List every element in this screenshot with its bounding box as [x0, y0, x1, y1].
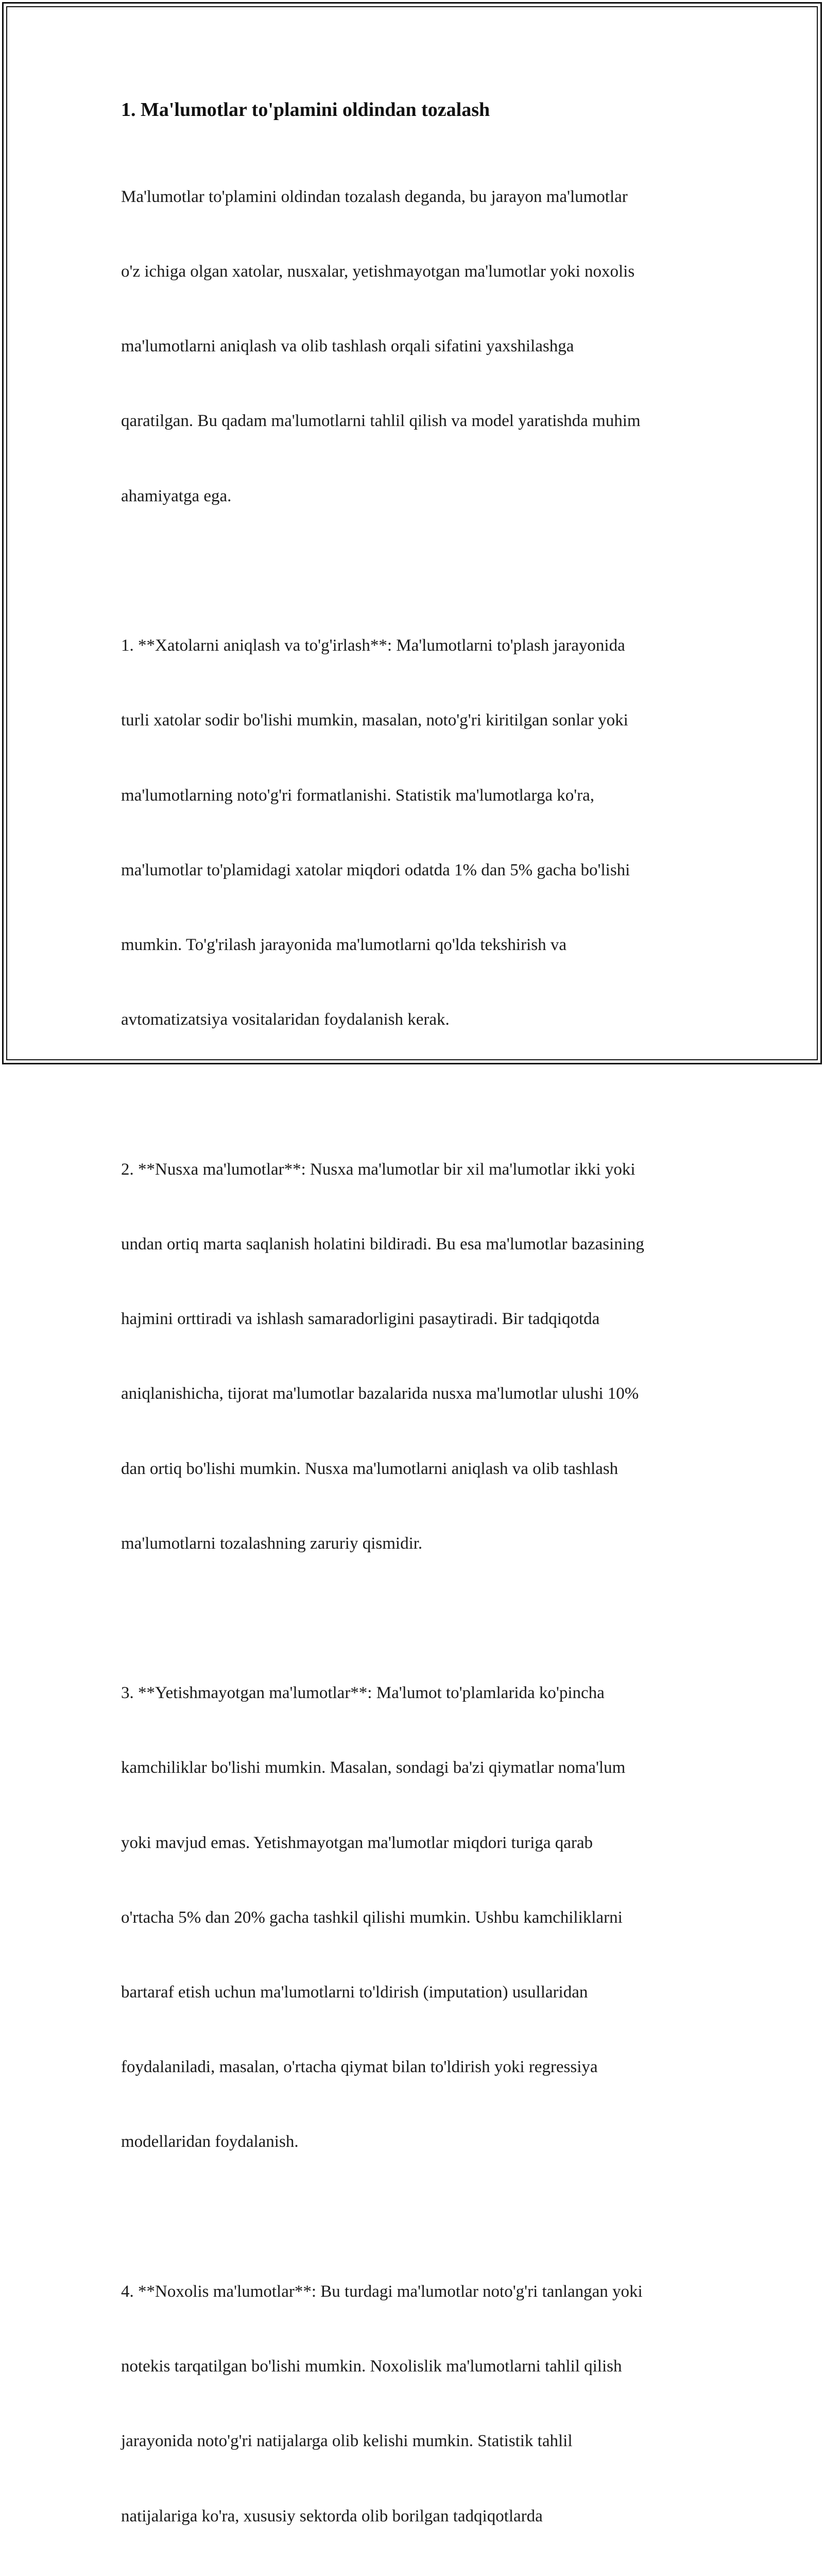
- document-body: [121, 95, 713, 2576]
- paragraph-line: Ma'lumotlar to'plamini oldindan tozalash deganda, bu jarayon ma'lumotlar: [121, 187, 628, 206]
- paragraph-line: 3. **Yetishmayotgan ma'lumotlar**: Ma'lumot to'plamlarida ko'pincha: [121, 1684, 605, 1703]
- missing-data-paragraph: [121, 1631, 713, 2204]
- paragraph-line: jarayonida noto'g'ri natijalarga olib kelishi mumkin. Statistik tahlil: [121, 2432, 573, 2451]
- paragraph-line: hajmini orttiradi va ishlash samaradorligini pasaytiradi. Bir tadqiqotda: [121, 1310, 600, 1329]
- paragraph-line: kamchiliklar bo'lishi mumkin. Masalan, sondagi ba'zi qiymatlar noma'lum: [121, 1758, 626, 1777]
- intro-paragraph: [121, 134, 713, 558]
- duplicates-paragraph: [121, 1107, 713, 1606]
- paragraph-line: aniqlanishicha, tijorat ma'lumotlar bazalarida nusxa ma'lumotlar ulushi 10%: [121, 1384, 639, 1403]
- paragraph-line: turli xatolar sodir bo'lishi mumkin, masalan, noto'g'ri kiritilgan sonlar yoki: [121, 711, 628, 730]
- paragraph-line: yoki mavjud emas. Yetishmayotgan ma'lumotlar miqdori turiga qarab: [121, 1833, 593, 1852]
- paragraph-line: qaratilgan. Bu qadam ma'lumotlarni tahlil qilish va model yaratishda muhim: [121, 412, 641, 431]
- paragraph-line: dan ortiq bo'lishi mumkin. Nusxa ma'lumotlarni aniqlash va olib tashlash: [121, 1459, 619, 1478]
- paragraph-line: mumkin. To'g'rilash jarayonida ma'lumotlarni qo'lda tekshirish va: [121, 935, 566, 954]
- paragraph-line: 1. **Xatolarni aniqlash va to'g'irlash**: Ma'lumotlarni to'plash jarayonida: [121, 636, 625, 655]
- paragraph-line: natijalariga ko'ra, xususiy sektorda olib borilgan tadqiqotlarda: [121, 2506, 543, 2526]
- paragraph-line: notekis tarqatilgan bo'lishi mumkin. Noxolislik ma'lumotlarni tahlil qilish: [121, 2357, 622, 2376]
- paragraph-line: 4. **Noxolis ma'lumotlar**: Bu turdagi ma'lumotlar noto'g'ri tanlangan yoki: [121, 2282, 643, 2301]
- biased-data-paragraph: [121, 2229, 713, 2576]
- paragraph-line: bartaraf etish uchun ma'lumotlarni to'ldirish (imputation) usullaridan: [121, 1983, 588, 2002]
- paragraph-line: ma'lumotlarning noto'g'ri formatlanishi. Statistik ma'lumotlarga ko'ra,: [121, 786, 595, 805]
- paragraph-line: o'z ichiga olgan xatolar, nusxalar, yetishmayotgan ma'lumotlar yoki noxolis: [121, 262, 635, 281]
- paragraph-line: ma'lumotlarni tozalashning zaruriy qismidir.: [121, 1534, 423, 1553]
- paragraph-line: avtomatizatsiya vositalaridan foydalanish kerak.: [121, 1010, 450, 1029]
- errors-paragraph: [121, 583, 713, 1082]
- paragraph-line: 2. **Nusxa ma'lumotlar**: Nusxa ma'lumotlar bir xil ma'lumotlar ikki yoki: [121, 1160, 636, 1179]
- paragraph-line: foydalaniladi, masalan, o'rtacha qiymat bilan to'ldirish yoki regressiya: [121, 2058, 598, 2077]
- paragraph-line: ahamiyatga ega.: [121, 486, 232, 505]
- section-title: 1. Ma'lumotlar to'plamini oldindan tozalash: [121, 99, 490, 121]
- paragraph-line: undan ortiq marta saqlanish holatini bildiradi. Bu esa ma'lumotlar bazasining: [121, 1234, 644, 1253]
- paragraph-line: ma'lumotlar to'plamidagi xatolar miqdori odatda 1% dan 5% gacha bo'lishi: [121, 860, 630, 879]
- paragraph-line: o'rtacha 5% dan 20% gacha tashkil qilishi mumkin. Ushbu kamchiliklarni: [121, 1908, 623, 1927]
- paragraph-line: modellaridan foydalanish.: [121, 2132, 299, 2151]
- paragraph-line: ma'lumotlarni aniqlash va olib tashlash orqali sifatini yaxshilashga: [121, 337, 574, 356]
